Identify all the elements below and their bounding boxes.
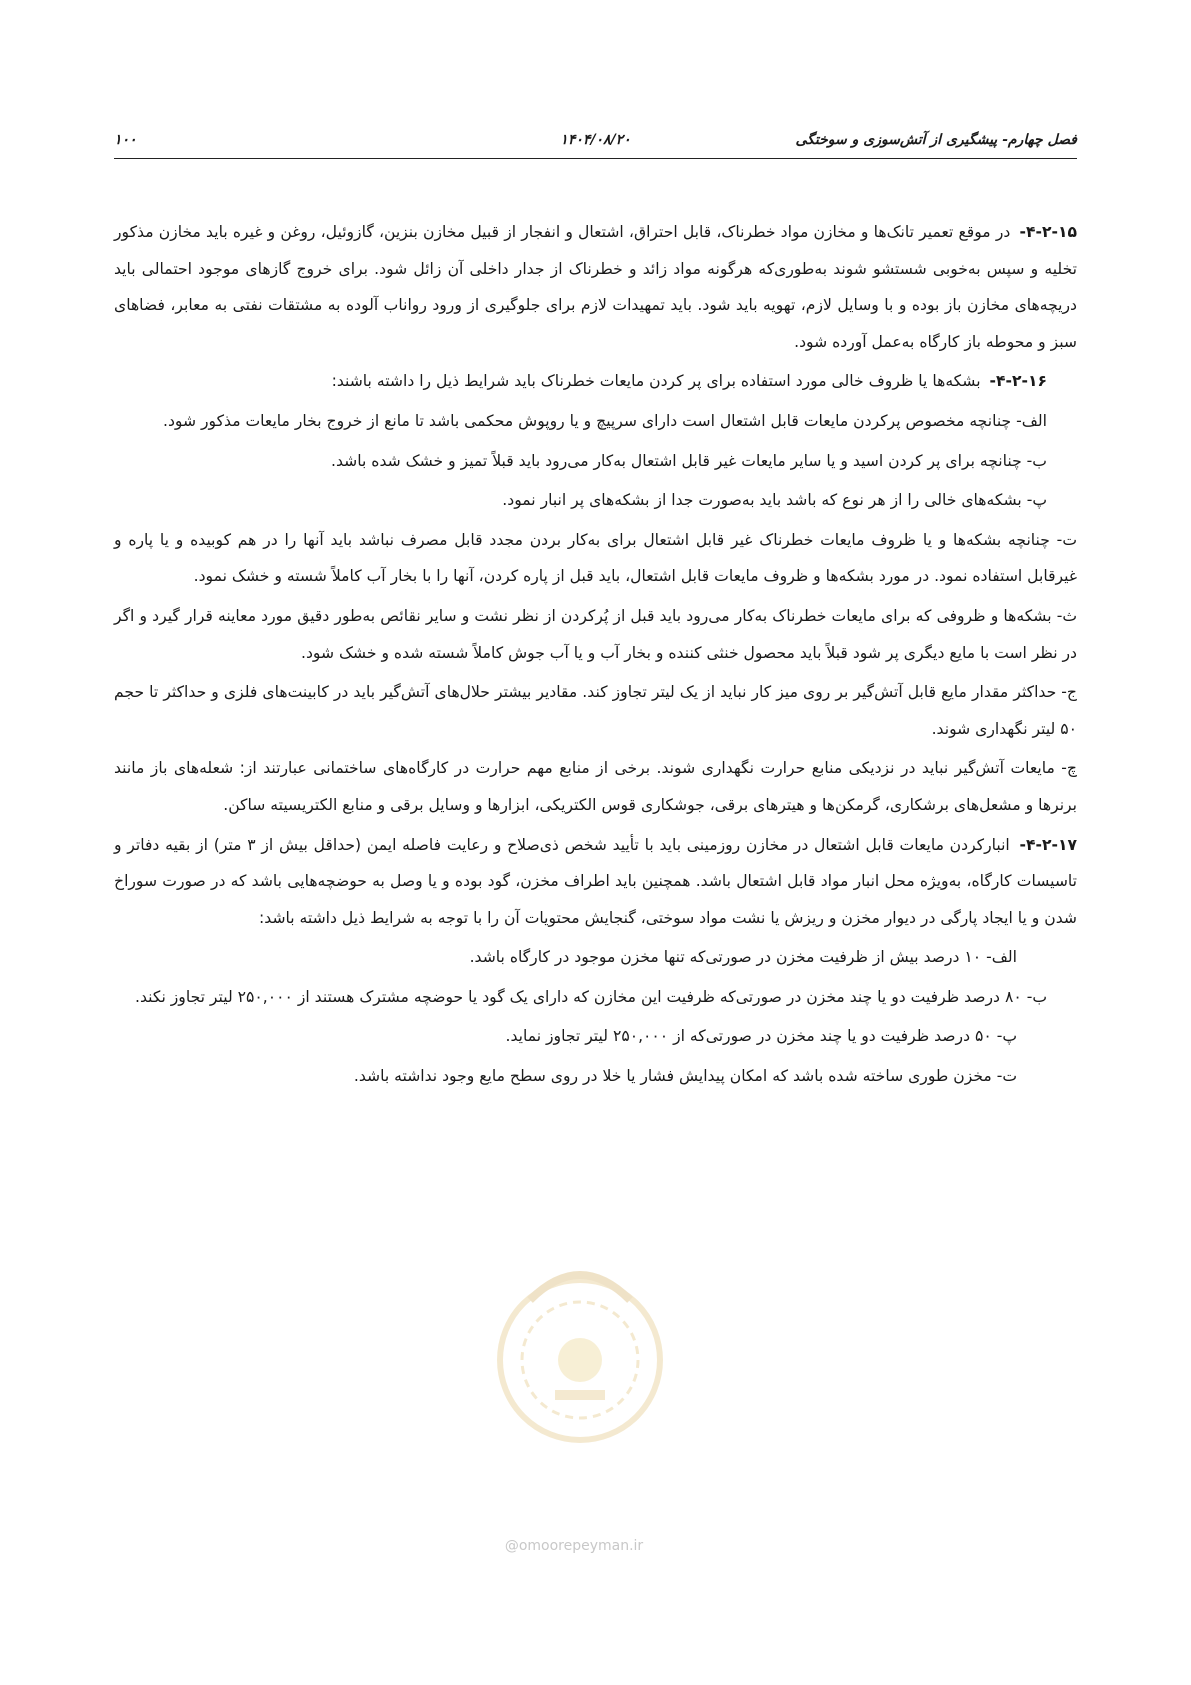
section-text: بشکه‌ها یا ظروف خالی مورد استفاده برای پر کردن مایعات خطرناک باید شرایط ذیل را داشته باشند: — [331, 372, 986, 391]
list-item: الف- چنانچه مخصوص پرکردن مایعات قابل اشتعال است دارای سرپیچ و یا روپوش محکمی باشد تا مانع از خروج بخار مایعات مذکور شود. — [163, 411, 1047, 430]
list-item: چ- مایعات آتش‌گیر نباید در نزدیکی منابع حرارت نگهداری شوند. برخی از منابع مهم حرارت در کارگاه‌های ساختمانی عبارتند از: شعله‌های باز مانند برنرها و مشعل‌های برشکاری، گرمکن‌ها و هیترهای برقی، جوشکاری قوس الکتریکی، ابزارها و وسایل برقی و منابع الکتریسیته ساکن. — [114, 759, 1077, 814]
list-item: ب- چنانچه برای پر کردن اسید و یا سایر مایعات غیر قابل اشتعال به‌کار می‌رود باید قبلاً تمیز و خشک شده باشد. — [331, 451, 1047, 470]
list-item: الف- ۱۰ درصد بیش از ظرفیت مخزن در صورتی‌که تنها مخزن موجود در کارگاه باشد. — [469, 948, 1017, 967]
list-item: ب- ۸۰ درصد ظرفیت دو یا چند مخزن در صورتی‌که ظرفیت این مخازن که دارای یک گود یا حوضچه مشترک هستند از ۲۵۰,۰۰۰ لیتر تجاوز نکند. — [135, 987, 1047, 1006]
list-item: پ- بشکه‌های خالی را از هر نوع که باشد باید به‌صورت جدا از بشکه‌های پر انبار نمود. — [502, 491, 1047, 510]
header-date: ۱۴۰۴/۰۸/۲۰ — [560, 132, 631, 148]
section-4-2-15 — [114, 214, 1077, 360]
section-number: ۴-۲-۱۵- — [1019, 223, 1077, 241]
section-text: انبارکردن مایعات قابل اشتعال در مخازن روزمینی باید با تأیید شخص ذی‌صلاح و رعایت فاصله ایمن (حداقل بیش از ۳ متر) از بقیه دفاتر و تاسیسات کارگاه، به‌ویژه محل انبار مواد قابل اشتعال باشد. همچنین باید اطراف مخزن، گود بوده و یا وصل به حوضچه‌هایی باشد که در صورت سوراخ شدن و یا ایجاد پارگی در دیوار مخزن و ریزش یا نشت مواد سوختی، گنجایش محتویات آن را با توجه به شرایط ذیل داشته باشد: — [114, 835, 1077, 927]
list-item: ث- بشکه‌ها و ظروفی که برای مایعات خطرناک به‌کار می‌رود باید قبل از پُرکردن از نظر نشت و سایر نقائص به‌طور دقیق مورد معاینه قرار گیرد و اگر در نظر است با مایع دیگری پر شود قبلاً باید محصول خنثی کننده و بخار آب و یا آب جوش کاملاً شسته شده و خشک شود. — [114, 606, 1077, 662]
list-item: ج- حداکثر مقدار مایع قابل آتش‌گیر بر روی میز کار نباید از یک لیتر تجاوز کند. مقادیر بیشتر حلال‌های آتش‌گیر باید در کابینت‌های فلزی و حداکثر تا حجم ۵۰ لیتر نگهداری شوند. — [114, 683, 1077, 738]
page-body — [114, 214, 1077, 1098]
watermark-logo — [470, 1240, 690, 1500]
section-4-2-17 — [114, 827, 1077, 937]
page-number: ۱۰۰ — [114, 132, 137, 148]
section-number: ۴-۲-۱۷- — [1019, 835, 1077, 854]
list-item: پ- ۵۰ درصد ظرفیت دو یا چند مخزن در صورتی‌که از ۲۵۰,۰۰۰ لیتر تجاوز نماید. — [505, 1027, 1017, 1046]
page-header — [114, 126, 1077, 159]
chapter-title: فصل چهارم- پیشگیری از آتش‌سوزی و سوختگی — [795, 132, 1077, 148]
section-number: ۴-۲-۱۶- — [989, 372, 1047, 391]
section-4-2-16 — [114, 363, 1077, 400]
section-text: در موقع تعمیر تانک‌ها و مخازن مواد خطرناک، قابل احتراق، اشتعال و انفجار از قبیل مخازن بنزین، گازوئیل، روغن و غیره باید مخازن مذکور تخلیه و سپس به‌خوبی شستشو شوند به‌طوری‌که هرگونه مواد زائد و خطرناک از جدار داخلی آن زائل شود. برای خروج گازهای موجود احتمالی باید دریچه‌های مخازن باز بوده و با وسایل لازم، تهویه باید شود. باید تمهیدات لازم برای جلوگیری از ورود رواناب آلوده به مشتقات نفتی به معابر، فضاهای سبز و محوطه باز کارگاه به‌عمل آورده شود. — [114, 223, 1077, 351]
list-item: ت- مخزن طوری ساخته شده باشد که امکان پیدایش فشار یا خلا در روی سطح مایع وجود نداشته باشد. — [353, 1067, 1017, 1086]
watermark-text: @omoorepeyman.ir — [504, 1538, 644, 1554]
list-item: ت- چنانچه بشکه‌ها و یا ظروف مایعات خطرناک غیر قابل اشتعال برای به‌کار بردن مجدد قابل مصرف نباشد باید آنها را در هم کوبیده و یا پاره و غیرقابل استفاده نمود. در مورد بشکه‌ها و ظروف مایعات قابل اشتعال، باید قبل از پاره کردن، آنها را با بخار آب کاملاً شسته و خشک نمود. — [114, 530, 1077, 586]
